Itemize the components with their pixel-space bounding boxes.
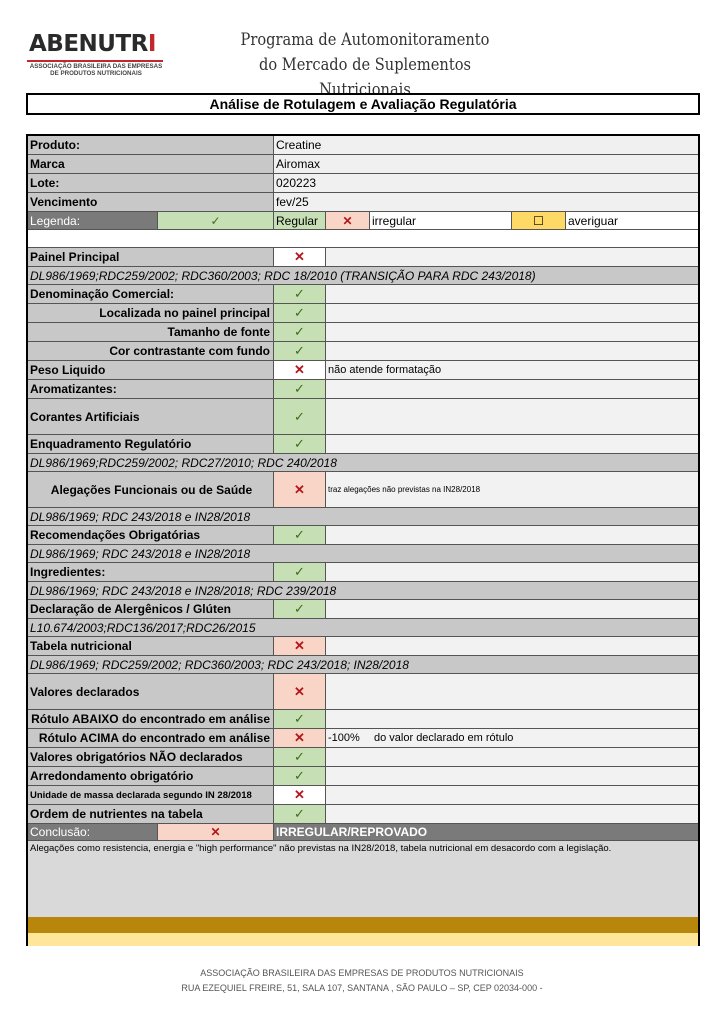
check-icon: ✓ (274, 285, 326, 303)
checklist-note (326, 729, 698, 747)
checklist-row (28, 285, 698, 304)
checklist-row (28, 637, 698, 656)
cross-icon: ✕ (274, 786, 326, 804)
checklist-label: Painel Principal (28, 248, 274, 266)
check-icon: ✓ (274, 380, 326, 398)
checklist-note (326, 285, 698, 303)
info-row (28, 174, 698, 193)
checklist-row (28, 748, 698, 767)
check-icon: ✓ (274, 600, 326, 618)
regulation-ref-row (28, 508, 698, 526)
checklist-note (326, 600, 698, 618)
check-icon: ✓ (274, 710, 326, 728)
checklist-label: Rótulo ACIMA do encontrado em análise (28, 729, 274, 747)
checklist-row (28, 472, 698, 508)
checklist-label: Corantes Artificiais (28, 399, 274, 434)
checklist-row (28, 674, 698, 710)
info-value: fev/25 (274, 193, 698, 211)
checklist-label: Denominação Comercial: (28, 285, 274, 303)
cross-icon: ✕ (274, 637, 326, 655)
checklist-label: Declaração de Alergênicos / Glúten (28, 600, 274, 618)
checklist-note (326, 380, 698, 398)
checklist-label: Unidade de massa declarada segundo IN 28/2018 (28, 786, 274, 804)
checklist-row (28, 323, 698, 342)
checklist-label: Valores declarados (28, 674, 274, 709)
checklist-row (28, 767, 698, 786)
legend-row (28, 212, 698, 230)
info-label: Lote: (28, 174, 274, 192)
info-label: Vencimento (28, 193, 274, 211)
checklist-label: Alegações Funcionais ou de Saúde (28, 472, 274, 507)
regulation-reference: L10.674/2003;RDC136/2017;RDC26/2015 (28, 619, 698, 636)
checklist-row (28, 526, 698, 545)
check-icon: ✓ (274, 767, 326, 785)
footer-bar-dark (28, 917, 698, 933)
checklist-note (326, 637, 698, 655)
report-title: Análise de Rotulagem e Avaliação Regulatória (26, 93, 700, 115)
check-icon: ✓ (274, 435, 326, 453)
spacer-row (28, 230, 698, 248)
cross-icon: ✕ (158, 824, 274, 840)
checklist-note (326, 805, 698, 823)
info-label: Produto: (28, 136, 274, 154)
analysis-table (26, 134, 700, 946)
checklist-row (28, 435, 698, 454)
checklist-note (326, 674, 698, 709)
spacer (28, 230, 698, 247)
check-icon: ✓ (274, 563, 326, 581)
program-title-line1: Programa de Automonitoramento (240, 30, 490, 50)
logo-subtitle: ASSOCIAÇÃO BRASILEIRA DAS EMPRESAS DE PRODUTOS NUTRICIONAIS (29, 63, 163, 77)
checklist-row (28, 304, 698, 323)
checklist-note (326, 526, 698, 544)
checklist-note (326, 710, 698, 728)
info-value: Creatine (274, 136, 698, 154)
conclusion-label: Conclusão: (28, 824, 158, 840)
checklist-note (326, 767, 698, 785)
checklist-label: Cor contrastante com fundo (28, 342, 274, 360)
checklist-note (326, 248, 698, 266)
checklist-label: Rótulo ABAIXO do encontrado em análise (28, 710, 274, 728)
regulation-reference: DL986/1969;RDC259/2002; RDC27/2010; RDC 240/2018 (28, 454, 698, 471)
info-label: Marca (28, 155, 274, 173)
info-value: Airomax (274, 155, 698, 173)
checklist-row (28, 342, 698, 361)
checklist-row (28, 563, 698, 582)
checklist-row (28, 710, 698, 729)
cross-icon: ✕ (326, 212, 370, 229)
checklist-note (326, 342, 698, 360)
check-icon: ✓ (274, 304, 326, 322)
checklist-note (326, 563, 698, 581)
checklist-label: Ingredientes: (28, 563, 274, 581)
legend-label: Legenda: (28, 212, 158, 229)
program-title (223, 28, 507, 103)
checklist-label: Enquadramento Regulatório (28, 435, 274, 453)
check-icon: ✓ (274, 526, 326, 544)
percent-value: -100% (328, 732, 360, 744)
info-row (28, 136, 698, 155)
page-footer (0, 966, 724, 996)
regulation-reference: DL986/1969;RDC259/2002; RDC360/2003; RDC 18/2010 (TRANSIÇÃO PARA RDC 243/2018) (28, 267, 698, 284)
checklist-label: Arredondamento obrigatório (28, 767, 274, 785)
checklist-label: Peso Liquido (28, 361, 274, 379)
check-icon: ✓ (274, 342, 326, 360)
checklist-row (28, 786, 698, 805)
checklist-note: não atende formatação (326, 361, 698, 379)
check-icon: ✓ (274, 805, 326, 823)
checklist-label: Tabela nutricional (28, 637, 274, 655)
cross-icon: ✕ (274, 361, 326, 379)
checklist-row (28, 361, 698, 380)
cross-icon: ✕ (274, 248, 326, 266)
checklist-label: Ordem de nutrientes na tabela (28, 805, 274, 823)
checklist-label: Valores obrigatórios NÃO declarados (28, 748, 274, 766)
checklist-note (326, 748, 698, 766)
checklist-note: traz alegações não previstas na IN28/2018 (326, 472, 698, 507)
regulation-ref-row (28, 619, 698, 637)
checklist-label: Localizada no painel principal (28, 304, 274, 322)
program-title-line2: do Mercado de Suplementos Nutricionais (258, 55, 472, 100)
checklist-label: Tamanho de fonte (28, 323, 274, 341)
regulation-ref-row (28, 454, 698, 472)
logo-divider (27, 60, 163, 62)
conclusion-comment: Alegações como resistencia, energia e "high performance" não previstas na IN28/2018, tabela nutricional em desacordo com a legislação. (28, 841, 698, 931)
checklist-note (326, 304, 698, 322)
check-icon: ✓ (274, 399, 326, 434)
cross-icon: ✕ (274, 674, 326, 709)
regulation-reference: DL986/1969; RDC 243/2018 e IN28/2018; RDC 239/2018 (28, 582, 698, 599)
checklist-label: Recomendações Obrigatórias (28, 526, 274, 544)
conclusion-value: IRREGULAR/REPROVADO (274, 824, 698, 840)
checklist-row (28, 600, 698, 619)
footer-line1: ASSOCIAÇÃO BRASILEIRA DAS EMPRESAS DE PRODUTOS NUTRICIONAIS (200, 968, 524, 978)
cross-icon: ✕ (274, 472, 326, 507)
checklist-note (326, 435, 698, 453)
checklist-row (28, 380, 698, 399)
note-text: do valor declarado em rótulo (374, 732, 514, 744)
conclusion-row (28, 824, 698, 841)
checklist-note (326, 323, 698, 341)
regulation-ref-row (28, 267, 698, 285)
info-row (28, 193, 698, 212)
regulation-reference: DL986/1969; RDC 243/2018 e IN28/2018 (28, 508, 698, 525)
check-icon: ✓ (274, 748, 326, 766)
info-value: 020223 (274, 174, 698, 192)
abenutri-logo (27, 27, 165, 81)
info-row (28, 155, 698, 174)
footer-bar-light (28, 933, 698, 946)
checklist-note (326, 786, 698, 804)
checklist-row (28, 399, 698, 435)
logo-wordmark: ABENUTRI (29, 31, 156, 57)
legend-averiguar: averiguar (566, 212, 698, 229)
checkbox-icon: ☐ (512, 212, 566, 229)
regulation-ref-row (28, 656, 698, 674)
cross-icon: ✕ (274, 729, 326, 747)
legend-irregular: irregular (370, 212, 512, 229)
legend-regular: Regular (274, 212, 326, 229)
checklist-row (28, 248, 698, 267)
footer-line2: RUA EZEQUIEL FREIRE, 51, SALA 107, SANTANA , SÃO PAULO – SP, CEP 02034-000 - (181, 983, 543, 993)
checklist-row (28, 729, 698, 748)
check-icon: ✓ (158, 212, 274, 229)
regulation-reference: DL986/1969; RDC 243/2018 e IN28/2018 (28, 545, 698, 562)
checklist-note (326, 399, 698, 434)
regulation-reference: DL986/1969; RDC259/2002; RDC360/2003; RDC 243/2018; IN28/2018 (28, 656, 698, 673)
checklist-label: Aromatizantes: (28, 380, 274, 398)
regulation-ref-row (28, 582, 698, 600)
checklist-row (28, 805, 698, 824)
regulation-ref-row (28, 545, 698, 563)
check-icon: ✓ (274, 323, 326, 341)
